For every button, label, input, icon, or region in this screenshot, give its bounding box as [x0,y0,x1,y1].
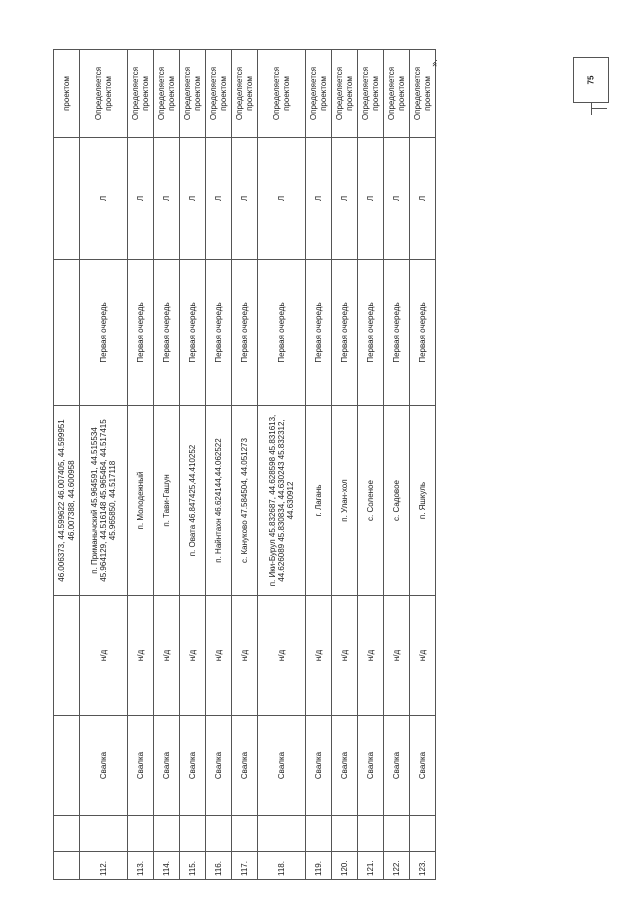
cell-location: п. Молодежный [128,406,154,596]
cell-location: г. Лагань [306,406,332,596]
cell-queue [54,260,80,406]
cell-location: п. Улан-хол [332,406,358,596]
cell-empty [54,816,80,852]
cell-location: с. Садовое [384,406,410,596]
cell-category: Л [332,138,358,260]
cell-type: Свалка [306,716,332,816]
table-row [306,50,332,880]
cell-type: Свалка [128,716,154,816]
table-row [410,50,436,880]
cell-category: Л [410,138,436,260]
cell-queue: Первая очередь [306,260,332,406]
cell-type [54,716,80,816]
cell-capacity: н/д [206,596,232,716]
cell-status: Определяется проектом [128,50,154,138]
cell-num: 117. [232,852,258,880]
cell-location: с. Соленое [358,406,384,596]
cell-status: Определяется проектом [232,50,258,138]
margin-mark [591,103,592,115]
cell-status: Определяется проектом [258,50,306,138]
cell-num: 123. [410,852,436,880]
cell-queue: Первая очередь [206,260,232,406]
cell-status: Определяется проектом [306,50,332,138]
table-row [154,50,180,880]
cell-queue: Первая очередь [358,260,384,406]
cell-num [54,852,80,880]
cell-type: Свалка [410,716,436,816]
cell-location: п. Яшкуль [410,406,436,596]
cell-capacity: н/д [306,596,332,716]
cell-num: 120. [332,852,358,880]
cell-status: Определяется проектом [206,50,232,138]
cell-type: Свалка [384,716,410,816]
margin-mark [591,108,607,109]
cell-empty [258,816,306,852]
table-row [258,50,306,880]
cell-queue: Первая очередь [410,260,436,406]
table-row [206,50,232,880]
cell-type: Свалка [206,716,232,816]
cell-category: Л [232,138,258,260]
cell-category: Л [180,138,206,260]
cell-location: п. Ики-Бурул 45.832687, 44.628598 45.831613, 44.626089 45.830834, 44.630243 45.832312, 44.630912 [258,406,306,596]
rotated-table-container [53,50,431,880]
cell-queue: Первая очередь [384,260,410,406]
cell-location: п. Овата 46.847425,44.410252 [180,406,206,596]
cell-queue: Первая очередь [154,260,180,406]
page-number: 75 [586,75,596,85]
cell-num: 122. [384,852,410,880]
cell-category: Л [154,138,180,260]
cell-status: Определяется проектом [384,50,410,138]
cell-location: 46.006373, 44.599622 46.007405, 44.599951 46.007388, 44.600958 [54,406,80,596]
table-row-header [54,50,80,880]
cell-num: 114. [154,852,180,880]
cell-num: 115. [180,852,206,880]
landfill-table [53,49,436,880]
table-row [384,50,410,880]
cell-type: Свалка [180,716,206,816]
cell-category: Л [80,138,128,260]
cell-status: Определяется проектом [180,50,206,138]
cell-capacity: н/д [358,596,384,716]
cell-num: 113. [128,852,154,880]
cell-capacity: н/д [80,596,128,716]
cell-status: Определяется проектом [332,50,358,138]
cell-queue: Первая очередь [180,260,206,406]
cell-category: Л [128,138,154,260]
cell-empty [384,816,410,852]
cell-type: Свалка [80,716,128,816]
table-row [128,50,154,880]
page-number-box [573,57,609,103]
cell-empty [180,816,206,852]
cell-queue: Первая очередь [80,260,128,406]
cell-capacity: н/д [154,596,180,716]
cell-capacity: н/д [332,596,358,716]
cell-empty [358,816,384,852]
cell-category: Л [358,138,384,260]
cell-location: п. Приманычский 45.964591, 44.515534 45.964129, 44.516148 45.965464, 44.517415 45.965850, 44.517118 [80,406,128,596]
cell-empty [80,816,128,852]
cell-queue: Первая очередь [128,260,154,406]
cell-empty [154,816,180,852]
cell-category: Л [306,138,332,260]
cell-status: Определяется проектом [410,50,436,138]
table-row [232,50,258,880]
cell-type: Свалка [358,716,384,816]
cell-num: 116. [206,852,232,880]
cell-location: п. Найнтахн 46.624144,44.062522 [206,406,232,596]
cell-empty [128,816,154,852]
cell-empty [332,816,358,852]
cell-empty [306,816,332,852]
cell-location: с. Кануково 47.584504, 44.051273 [232,406,258,596]
cell-capacity: н/д [410,596,436,716]
cell-location: п. Тави-Гашун [154,406,180,596]
cell-capacity: н/д [258,596,306,716]
cell-status: Определяется проектом [154,50,180,138]
cell-type: Свалка [154,716,180,816]
cell-capacity [54,596,80,716]
cell-type: Свалка [332,716,358,816]
cell-queue: Первая очередь [232,260,258,406]
table-row [358,50,384,880]
cell-category: Л [384,138,410,260]
cell-status: проектом [54,50,80,138]
table-body [54,50,436,880]
cell-num: 118. [258,852,306,880]
closing-quote-mark: ». [428,59,439,67]
cell-empty [410,816,436,852]
cell-num: 121. [358,852,384,880]
cell-category: Л [206,138,232,260]
cell-num: 112. [80,852,128,880]
cell-capacity: н/д [384,596,410,716]
cell-type: Свалка [232,716,258,816]
cell-category: Л [258,138,306,260]
cell-empty [206,816,232,852]
cell-type: Свалка [258,716,306,816]
cell-num: 119. [306,852,332,880]
cell-capacity: н/д [232,596,258,716]
table-row [80,50,128,880]
cell-capacity: н/д [180,596,206,716]
cell-queue: Первая очередь [258,260,306,406]
cell-empty [232,816,258,852]
cell-queue: Первая очередь [332,260,358,406]
cell-capacity: н/д [128,596,154,716]
table-row [332,50,358,880]
cell-category [54,138,80,260]
table-row [180,50,206,880]
cell-status: Определяется проектом [358,50,384,138]
cell-status: Определяется проектом [80,50,128,138]
